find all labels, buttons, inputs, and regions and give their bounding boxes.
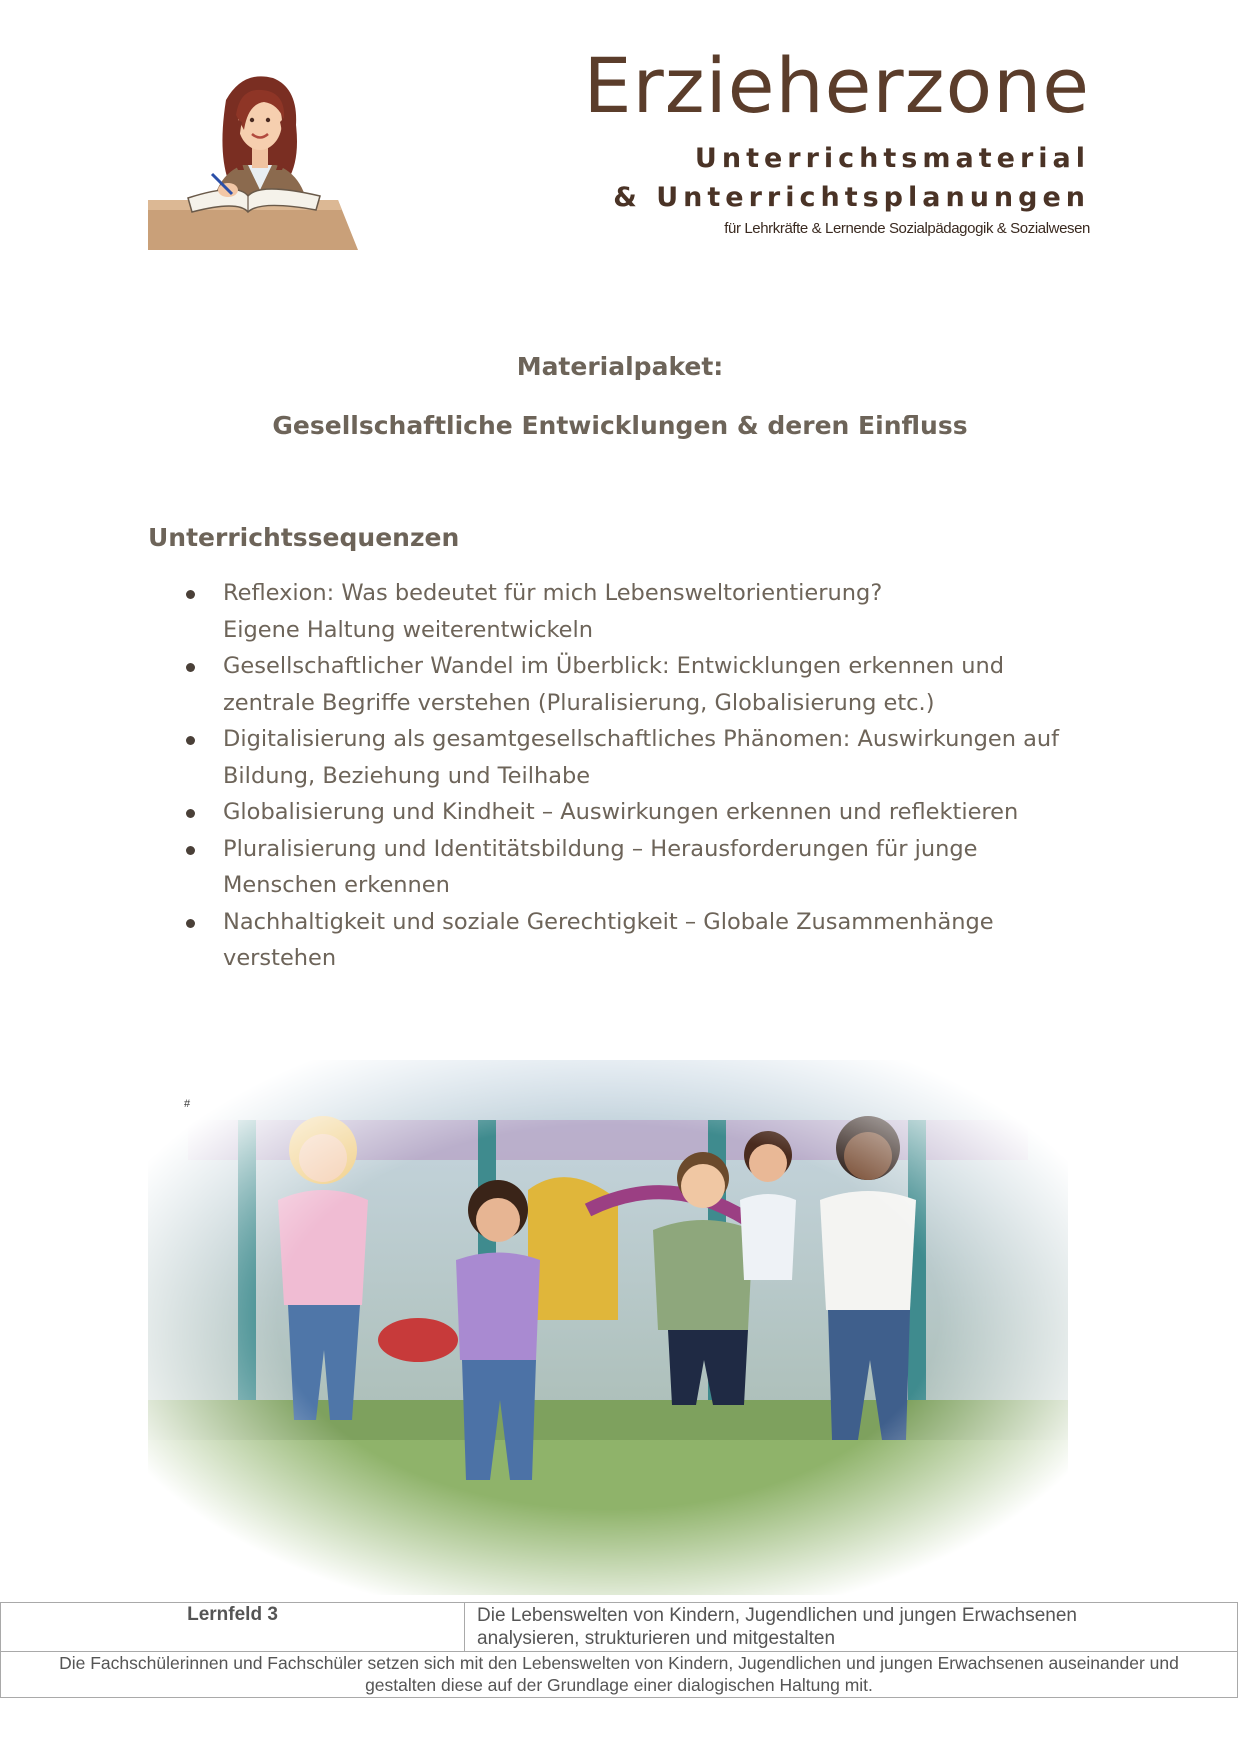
list-item [186,721,1106,794]
list-item-line: Reflexion: Was bedeutet für mich Lebensweltorientierung? [223,580,883,606]
bullet-icon [186,590,195,599]
list-item-line: zentrale Begriffe verstehen (Pluralisierung, Globalisierung etc.) [223,689,935,716]
list-item [186,648,1106,721]
list-item-line: Pluralisierung und Identitätsbildung – Herausforderungen für junge [223,835,978,862]
bullet-icon [186,919,195,928]
text-line: gestalten diese auf der Grundlage einer dialogischen Haltung mit. [365,1675,873,1695]
learning-field-description [465,1603,1238,1652]
list-item-line: Digitalisierung als gesamtgesellschaftliches Phänomen: Auswirkungen auf [223,726,1060,752]
brand-title: Erzieherzone [583,41,1090,130]
learning-field-text [1,1652,1238,1698]
list-item-line: Globalisierung und Kindheit – Auswirkungen erkennen und reflektieren [223,799,1019,825]
bullet-icon [186,736,195,745]
list-item-line: Gesellschaftlicher Wandel im Überblick: Entwicklungen erkennen und [223,653,1005,679]
table-row [1,1652,1238,1698]
bullet-icon [186,663,195,672]
learning-field-label: Lernfeld 3 [1,1603,465,1652]
learning-field-table [0,1602,1238,1698]
section-heading: Unterrichtssequenzen [148,523,460,552]
list-item-line: Bildung, Beziehung und Teilhabe [223,762,591,789]
teacher-illustration [148,70,358,250]
list-item [186,904,1106,977]
list-item-line: Menschen erkennen [223,872,450,898]
brand-subtitle-line2: & Unterrichtsplanungen [613,182,1090,213]
list-item-line: Eigene Haltung weiterentwickeln [223,616,594,643]
description-line: analysieren, strukturieren und mitgestalten [477,1628,836,1649]
children-running-photo [148,1060,1068,1595]
sequence-list [186,575,1106,977]
bullet-icon [186,809,195,818]
bullet-icon [186,846,195,855]
package-title: Gesellschaftliche Entwicklungen & deren Einfluss [272,411,968,440]
brand-subtitle-line1: Unterrichtsmaterial [694,143,1090,174]
list-item [186,794,1106,831]
stray-mark: # [184,1098,191,1110]
list-item [186,831,1106,904]
text-line: Die Fachschülerinnen und Fachschüler setzen sich mit den Lebenswelten von Kindern, Jugendlichen und jungen Erwachsenen auseinander und [59,1653,1179,1673]
list-item [186,575,1106,648]
table-row [1,1603,1238,1652]
list-item-line: Nachhaltigkeit und soziale Gerechtigkeit – Globale Zusammenhänge [223,908,994,935]
package-label: Materialpaket: [516,352,724,381]
description-line: Die Lebenswelten von Kindern, Jugendlichen und jungen Erwachsenen [477,1605,1077,1626]
brand-tagline: für Lehrkräfte & Lernende Sozialpädagogik & Sozialwesen [724,220,1090,237]
list-item-line: verstehen [223,945,337,971]
